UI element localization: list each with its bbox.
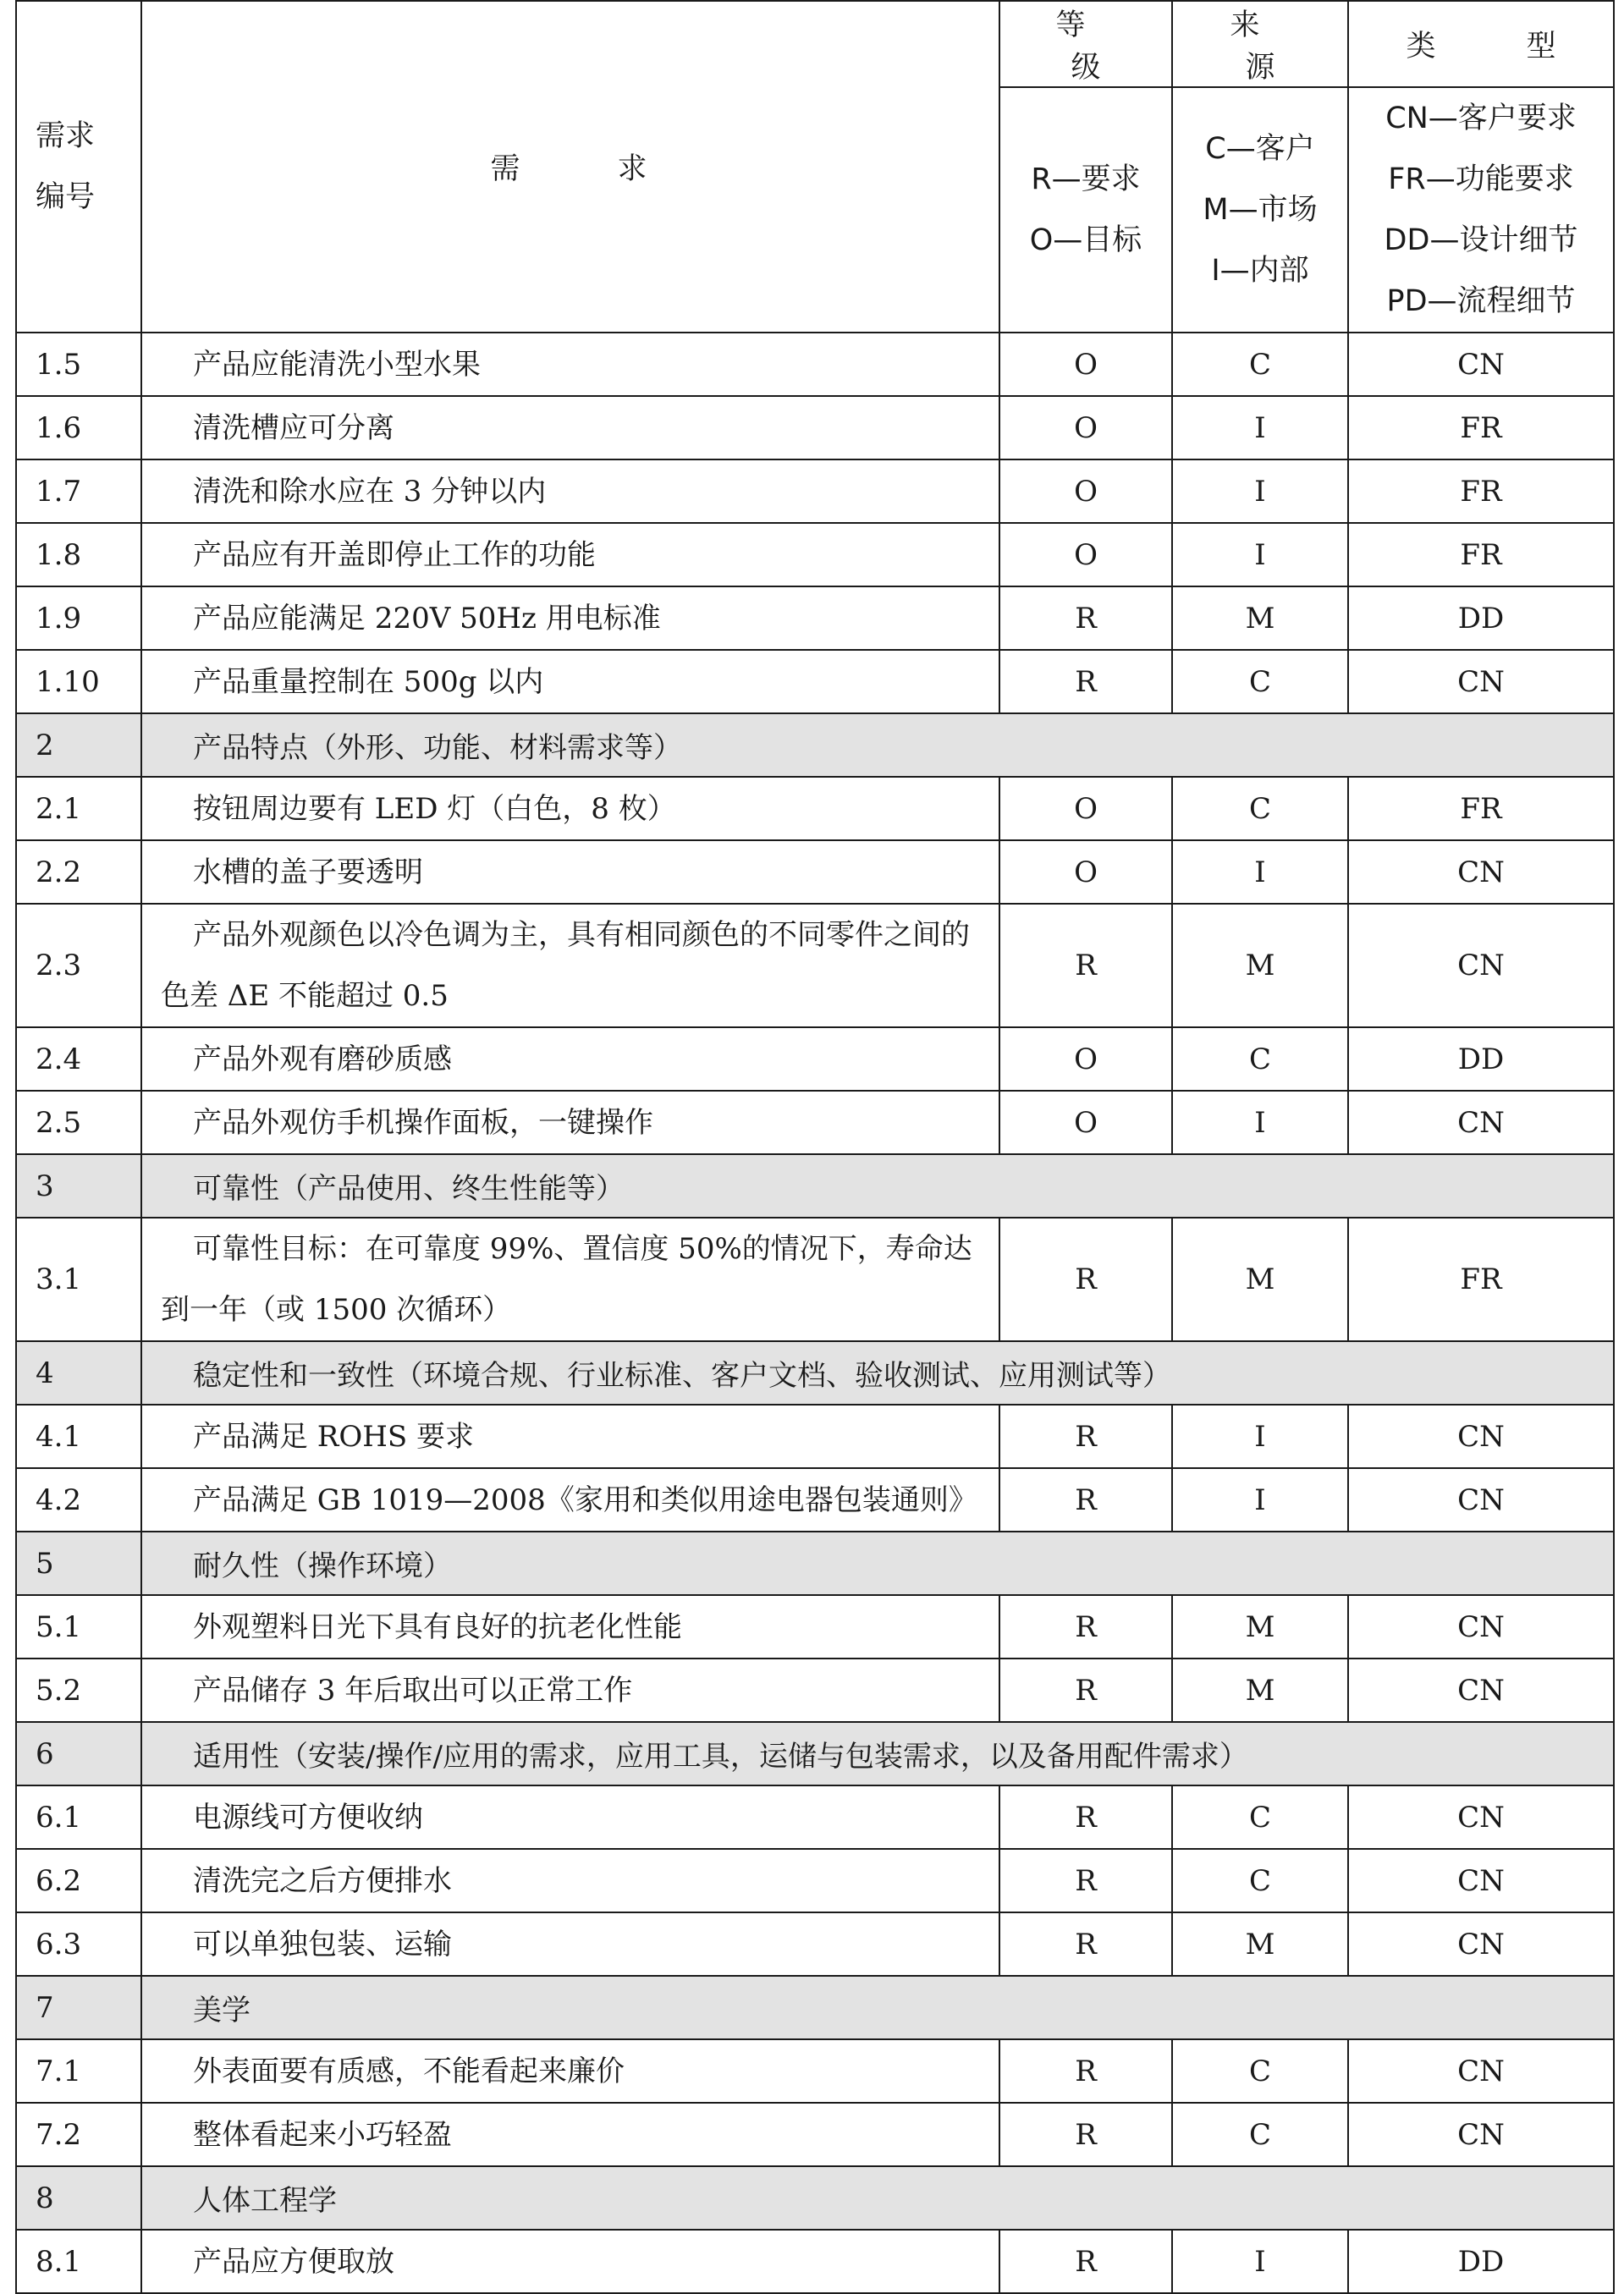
grade-cell: R (999, 586, 1172, 650)
grade-cell: R (999, 2230, 1172, 2293)
requirement-id: 1.10 (16, 650, 141, 713)
type-cell: CN (1348, 1659, 1614, 1722)
table-row (16, 1849, 1614, 1912)
source-cell: C (1172, 777, 1348, 840)
type-cell: FR (1348, 459, 1614, 523)
grade-cell: O (999, 1027, 1172, 1091)
requirement-text: 可以单独包装、运输 (141, 1912, 999, 1976)
header-source-legend: C—客户 M—市场 I—内部 (1172, 87, 1348, 333)
header-id-line: 编号 (36, 180, 96, 214)
source-cell: I (1172, 523, 1348, 586)
table-row (16, 523, 1614, 586)
section-title: 可靠性（产品使用、终生性能等） (141, 1154, 1614, 1218)
source-cell: M (1172, 904, 1348, 1027)
requirement-id: 6.3 (16, 1912, 141, 1976)
section-title: 产品特点（外形、功能、材料需求等） (141, 713, 1614, 777)
type-cell: CN (1348, 1468, 1614, 1532)
table-row (16, 1468, 1614, 1532)
table-row (16, 1595, 1614, 1659)
table-row (16, 459, 1614, 523)
requirement-id: 5.1 (16, 1595, 141, 1659)
grade-cell: R (999, 1659, 1172, 1722)
grade-cell: R (999, 1218, 1172, 1341)
type-cell: CN (1348, 2039, 1614, 2103)
section-id: 3 (16, 1154, 141, 1218)
requirement-text: 清洗和除水应在 3 分钟以内 (141, 459, 999, 523)
type-cell: CN (1348, 333, 1614, 396)
source-cell: M (1172, 1218, 1348, 1341)
grade-cell: R (999, 1849, 1172, 1912)
table-row (16, 333, 1614, 396)
section-title: 人体工程学 (141, 2166, 1614, 2230)
requirement-id: 4.2 (16, 1468, 141, 1532)
section-id: 8 (16, 2166, 141, 2230)
requirement-text: 产品重量控制在 500g 以内 (141, 650, 999, 713)
requirement-id: 2.4 (16, 1027, 141, 1091)
header-requirement-id (16, 1, 141, 333)
type-cell: CN (1348, 1785, 1614, 1849)
section-title: 美学 (141, 1976, 1614, 2039)
type-cell: DD (1348, 1027, 1614, 1091)
grade-cell: R (999, 1785, 1172, 1849)
requirement-text: 水槽的盖子要透明 (141, 840, 999, 904)
section-id: 2 (16, 713, 141, 777)
source-cell: C (1172, 333, 1348, 396)
table-row (16, 1659, 1614, 1722)
requirement-id: 6.1 (16, 1785, 141, 1849)
grade-cell: O (999, 523, 1172, 586)
grade-cell: R (999, 1468, 1172, 1532)
source-cell: I (1172, 2230, 1348, 2293)
requirement-text: 可靠性目标：在可靠度 99%、置信度 50%的情况下，寿命达到一年（或 1500 次循环） (141, 1218, 999, 1341)
requirement-text: 外表面要有质感，不能看起来廉价 (141, 2039, 999, 2103)
type-cell: FR (1348, 777, 1614, 840)
grade-cell: O (999, 459, 1172, 523)
section-row (16, 2166, 1614, 2230)
requirement-text: 产品外观有磨砂质感 (141, 1027, 999, 1091)
grade-cell: O (999, 396, 1172, 459)
requirement-id: 1.6 (16, 396, 141, 459)
header-type-legend: CN—客户要求 FR—功能要求 DD—设计细节 PD—流程细节 (1348, 87, 1614, 333)
requirement-id: 7.1 (16, 2039, 141, 2103)
header-type: 类 型 (1348, 1, 1614, 87)
source-cell: I (1172, 396, 1348, 459)
table-row (16, 1218, 1614, 1341)
table-row (16, 904, 1614, 1027)
section-id: 4 (16, 1341, 141, 1405)
table-row (16, 840, 1614, 904)
requirement-text: 产品应有开盖即停止工作的功能 (141, 523, 999, 586)
requirement-text: 产品外观颜色以冷色调为主，具有相同颜色的不同零件之间的色差 ΔE 不能超过 0.5 (141, 904, 999, 1027)
section-id: 7 (16, 1976, 141, 2039)
table-row (16, 2103, 1614, 2166)
grade-cell: R (999, 1405, 1172, 1468)
requirement-id: 2.2 (16, 840, 141, 904)
type-cell: FR (1348, 523, 1614, 586)
table-row (16, 1027, 1614, 1091)
source-cell: M (1172, 1659, 1348, 1722)
type-cell: DD (1348, 2230, 1614, 2293)
type-cell: CN (1348, 1849, 1614, 1912)
grade-cell: O (999, 840, 1172, 904)
header-requirement: 需 求 (141, 1, 999, 333)
grade-cell: R (999, 2103, 1172, 2166)
table-row (16, 1912, 1614, 1976)
source-cell: C (1172, 650, 1348, 713)
requirements-body (16, 333, 1614, 2293)
source-cell: C (1172, 2103, 1348, 2166)
requirement-text: 产品应能清洗小型水果 (141, 333, 999, 396)
requirement-text: 产品应能满足 220V 50Hz 用电标准 (141, 586, 999, 650)
requirement-text: 清洗完之后方便排水 (141, 1849, 999, 1912)
requirement-id: 4.1 (16, 1405, 141, 1468)
table-row (16, 586, 1614, 650)
section-id: 5 (16, 1532, 141, 1595)
table-row (16, 777, 1614, 840)
requirement-text: 电源线可方便收纳 (141, 1785, 999, 1849)
section-title: 稳定性和一致性（环境合规、行业标准、客户文档、验收测试、应用测试等） (141, 1341, 1614, 1405)
requirement-id: 2.5 (16, 1091, 141, 1154)
section-row (16, 1154, 1614, 1218)
source-cell: C (1172, 1785, 1348, 1849)
table-row (16, 2039, 1614, 2103)
type-cell: FR (1348, 1218, 1614, 1341)
source-cell: C (1172, 1849, 1348, 1912)
table-row (16, 1785, 1614, 1849)
type-cell: CN (1348, 1405, 1614, 1468)
requirements-table (15, 0, 1615, 2294)
source-cell: C (1172, 1027, 1348, 1091)
requirement-text: 产品应方便取放 (141, 2230, 999, 2293)
source-cell: I (1172, 1091, 1348, 1154)
table-row (16, 650, 1614, 713)
grade-cell: R (999, 650, 1172, 713)
grade-cell: O (999, 777, 1172, 840)
source-cell: I (1172, 840, 1348, 904)
requirement-text: 产品储存 3 年后取出可以正常工作 (141, 1659, 999, 1722)
requirement-text: 产品外观仿手机操作面板，一键操作 (141, 1091, 999, 1154)
table-row (16, 1405, 1614, 1468)
requirement-id: 6.2 (16, 1849, 141, 1912)
requirement-text: 整体看起来小巧轻盈 (141, 2103, 999, 2166)
section-row (16, 1532, 1614, 1595)
table-row (16, 2230, 1614, 2293)
type-cell: CN (1348, 2103, 1614, 2166)
section-title: 适用性（安装/操作/应用的需求，应用工具，运储与包装需求，以及备用配件需求） (141, 1722, 1614, 1785)
requirement-id: 2.1 (16, 777, 141, 840)
requirement-id: 8.1 (16, 2230, 141, 2293)
source-cell: M (1172, 1912, 1348, 1976)
section-row (16, 1976, 1614, 2039)
requirement-id: 2.3 (16, 904, 141, 1027)
requirement-text: 产品满足 ROHS 要求 (141, 1405, 999, 1468)
requirement-id: 5.2 (16, 1659, 141, 1722)
type-cell: CN (1348, 1912, 1614, 1976)
requirement-id: 7.2 (16, 2103, 141, 2166)
section-row (16, 1341, 1614, 1405)
requirement-text: 产品满足 GB 1019—2008《家用和类似用途电器包装通则》 (141, 1468, 999, 1532)
section-row (16, 713, 1614, 777)
type-cell: CN (1348, 840, 1614, 904)
header-id-line: 需求 (36, 119, 96, 153)
grade-cell: R (999, 1595, 1172, 1659)
requirement-id: 1.5 (16, 333, 141, 396)
table-row (16, 396, 1614, 459)
grade-cell: O (999, 333, 1172, 396)
header-source: 来 源 (1172, 1, 1348, 87)
grade-cell: R (999, 2039, 1172, 2103)
section-title: 耐久性（操作环境） (141, 1532, 1614, 1595)
section-row (16, 1722, 1614, 1785)
source-cell: M (1172, 586, 1348, 650)
requirement-text: 按钮周边要有 LED 灯（白色，8 枚） (141, 777, 999, 840)
section-id: 6 (16, 1722, 141, 1785)
source-cell: I (1172, 459, 1348, 523)
requirement-text: 外观塑料日光下具有良好的抗老化性能 (141, 1595, 999, 1659)
grade-cell: R (999, 904, 1172, 1027)
requirement-id: 1.8 (16, 523, 141, 586)
source-cell: C (1172, 2039, 1348, 2103)
type-cell: CN (1348, 904, 1614, 1027)
type-cell: DD (1348, 586, 1614, 650)
type-cell: CN (1348, 650, 1614, 713)
source-cell: M (1172, 1595, 1348, 1659)
type-cell: FR (1348, 396, 1614, 459)
requirement-id: 1.7 (16, 459, 141, 523)
header-grade: 等 级 (999, 1, 1172, 87)
requirement-id: 3.1 (16, 1218, 141, 1341)
grade-cell: R (999, 1912, 1172, 1976)
source-cell: I (1172, 1468, 1348, 1532)
grade-cell: O (999, 1091, 1172, 1154)
requirement-id: 1.9 (16, 586, 141, 650)
table-row (16, 1091, 1614, 1154)
header-grade-legend: R—要求 O—目标 (999, 87, 1172, 333)
source-cell: I (1172, 1405, 1348, 1468)
type-cell: CN (1348, 1091, 1614, 1154)
requirement-text: 清洗槽应可分离 (141, 396, 999, 459)
type-cell: CN (1348, 1595, 1614, 1659)
